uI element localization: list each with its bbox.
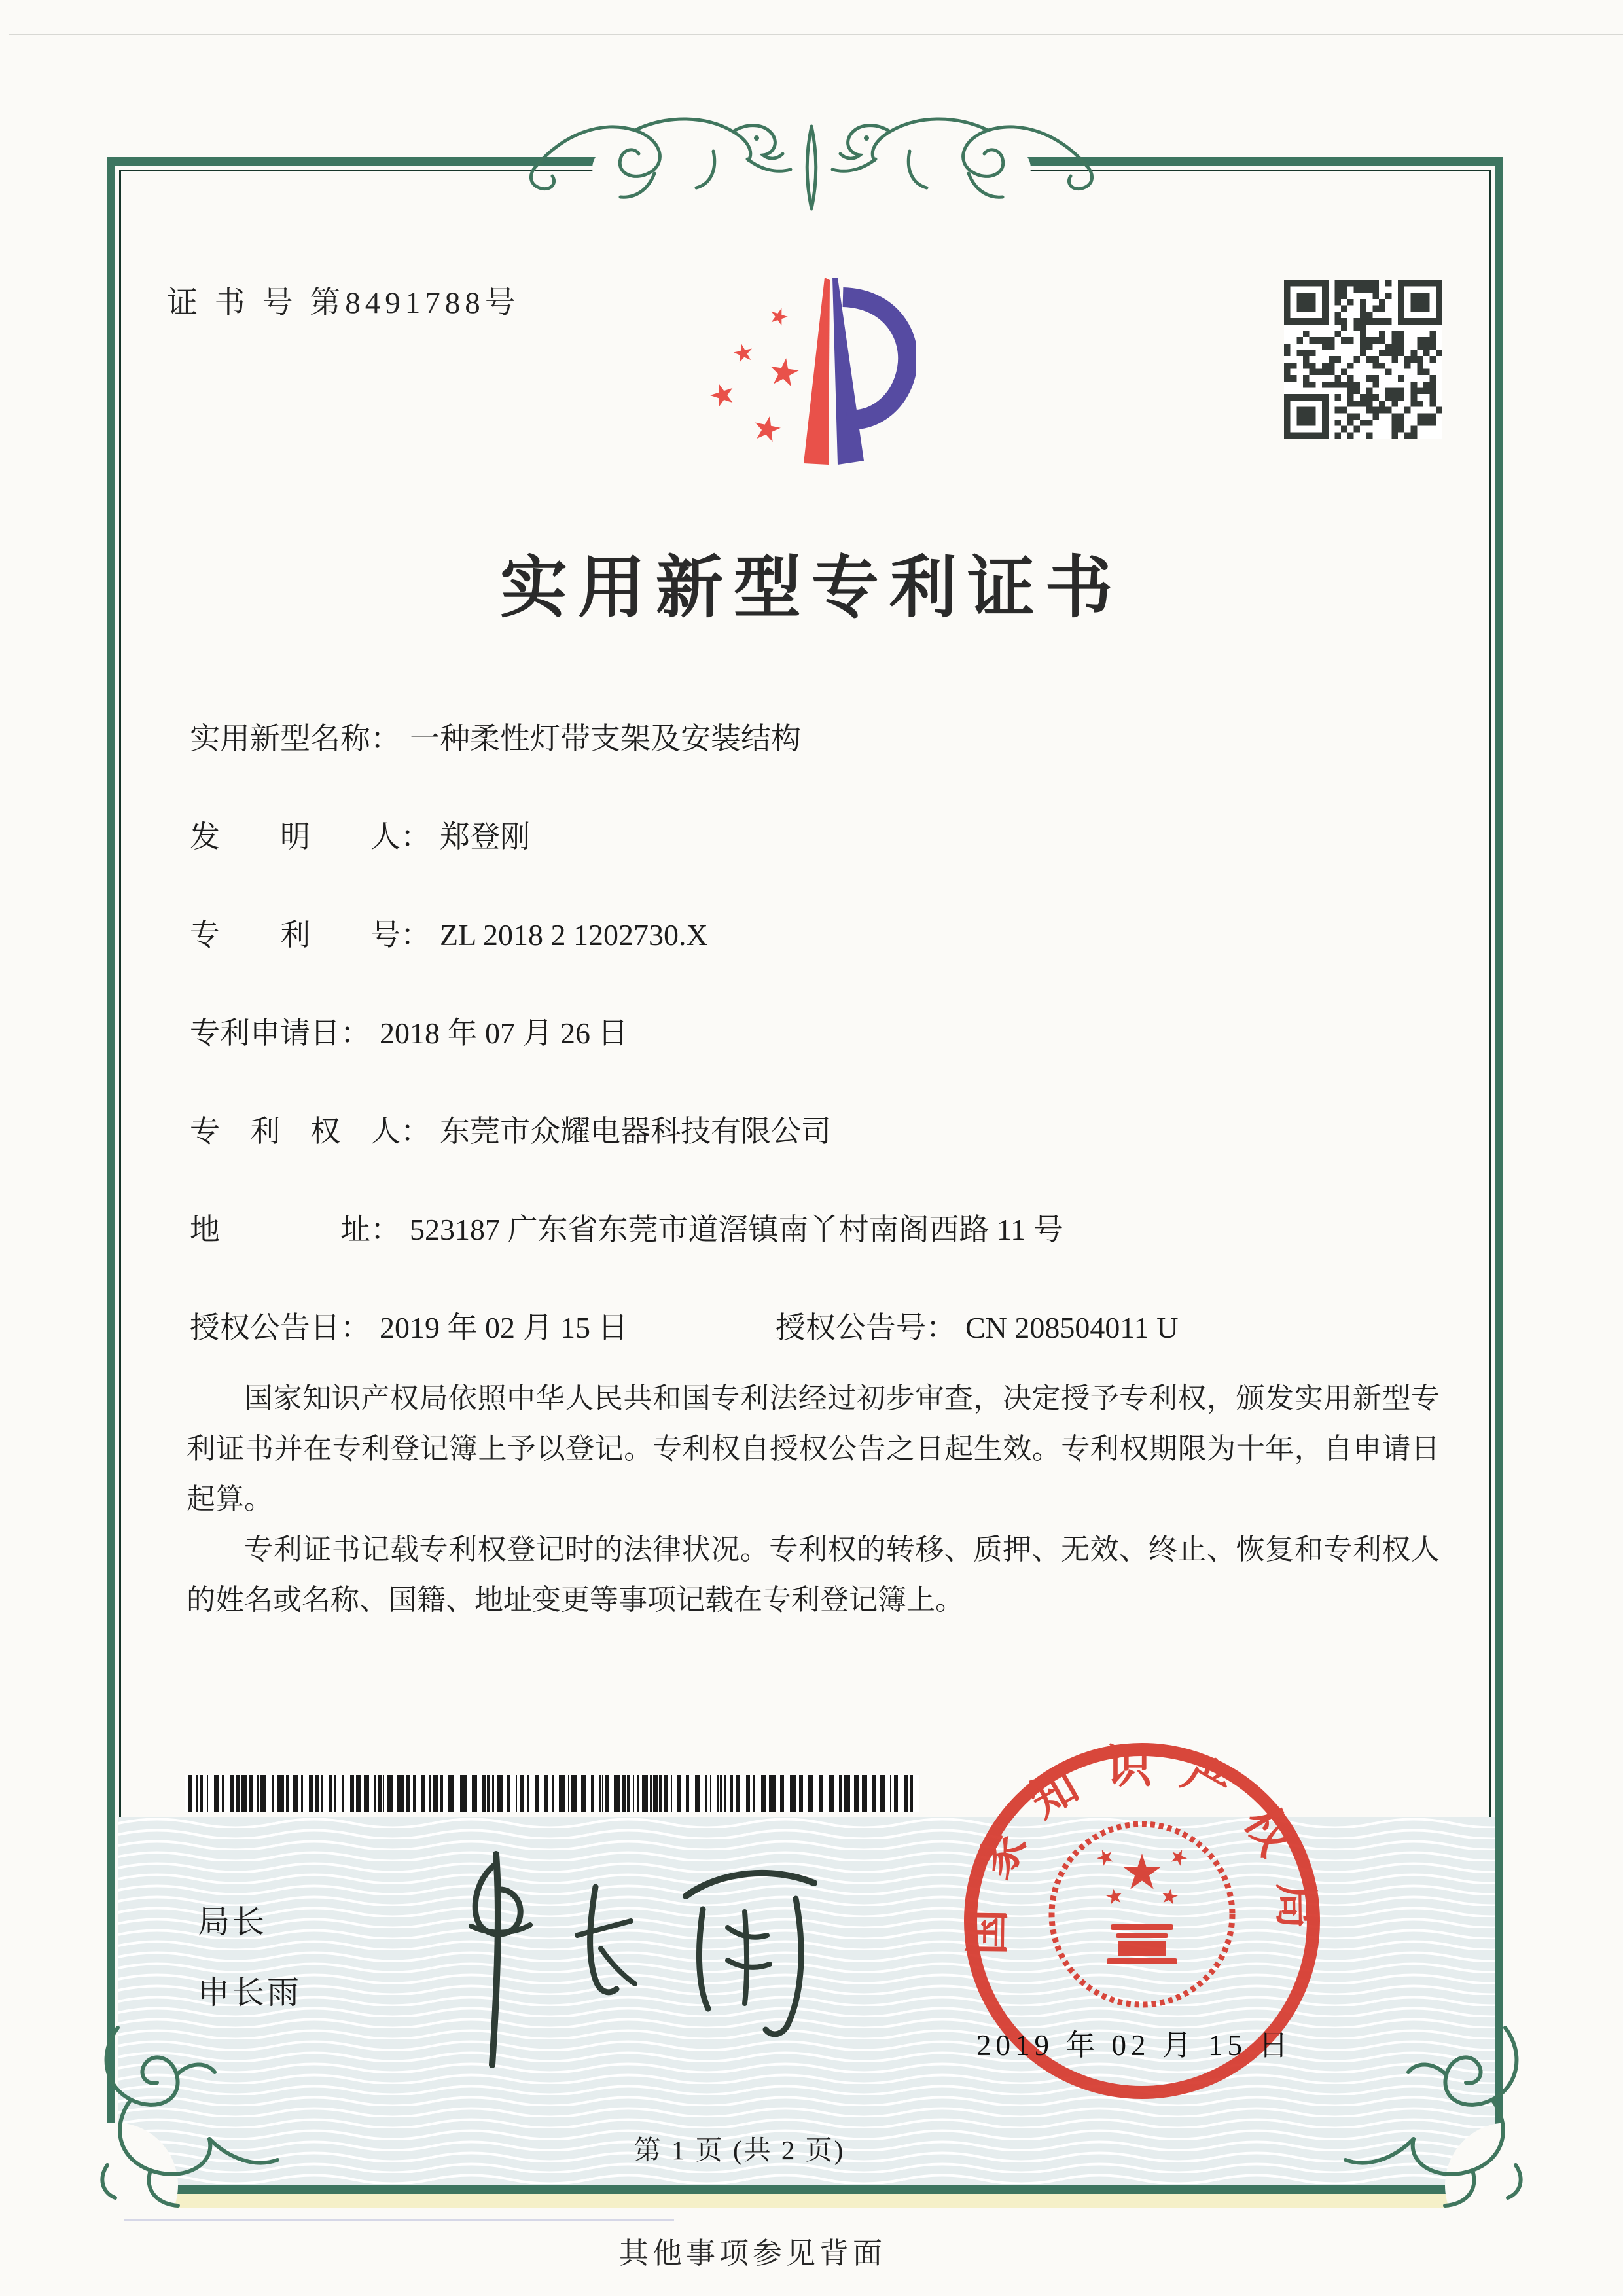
floral-scroll-ornament-right	[1335, 2001, 1544, 2211]
page-number-footer: 第 1 页 (共 2 页)	[633, 2135, 846, 2165]
cnipa-patent-logo-icon	[681, 254, 916, 476]
shen-changyu-signature	[432, 1849, 877, 2078]
frame-bottom-yellow-strip	[107, 2194, 1503, 2208]
field-label: 发 明 人：	[190, 820, 431, 853]
barcode	[185, 1775, 919, 1812]
legal-paragraph-1: 国家知识产权局依照中华人民共和国专利法经过初步审查，决定授予专利权，颁发实用新型专利证书并在专利登记簿上予以登记。专利权自授权公告之日起生效。专利权期限为十年，自申请日起算。	[187, 1382, 1440, 1515]
certificate-number: 证 书 号 第8491788号	[167, 286, 520, 320]
seal-date: 2019 年 02 月 15 日	[976, 2029, 1293, 2062]
field-label: 专 利 权 人：	[190, 1115, 431, 1148]
grant-number-label: 授权公告号：	[776, 1311, 956, 1344]
see-back-note: 其他事项参见背面	[618, 2237, 886, 2270]
scan-edge-line	[9, 34, 1623, 35]
director-name: 申长雨	[198, 1975, 302, 2011]
field-row-address	[190, 1206, 1063, 1249]
grant-number-value: CN 208504011 U	[965, 1311, 1179, 1344]
certificate-title: 实用新型专利证书	[500, 551, 1123, 626]
field-value: 郑登刚	[440, 820, 530, 853]
grant-date-label: 授权公告日：	[190, 1311, 370, 1344]
field-label: 专 利 号：	[190, 918, 431, 952]
legal-body-text	[187, 1373, 1440, 1625]
field-row-name	[190, 715, 801, 758]
field-value: 东莞市众耀电器科技有限公司	[440, 1115, 831, 1148]
field-label: 地 址：	[190, 1213, 401, 1246]
grant-number-group	[776, 1304, 1178, 1347]
field-value: 一种柔性灯带支架及安装结构	[410, 722, 801, 755]
field-row-patentee	[190, 1107, 831, 1151]
field-row-filing-date	[190, 1009, 628, 1052]
grant-date-value: 2019 年 02 月 15 日	[380, 1311, 628, 1344]
field-row-patent-number	[190, 911, 708, 954]
field-value: ZL 2018 2 1202730.X	[440, 918, 708, 952]
seal-agency-text: 国家知识产权局	[963, 1742, 1321, 1956]
floral-scroll-ornament-left	[79, 2001, 288, 2211]
field-value: 2018 年 07 月 26 日	[380, 1016, 628, 1050]
field-label: 实用新型名称：	[190, 722, 401, 755]
double-dragon-ornament	[517, 88, 1106, 245]
field-label: 专利申请日：	[190, 1016, 370, 1050]
qr-code	[1284, 280, 1442, 439]
svg-text:国家知识产权局	[963, 1742, 1321, 1955]
legal-paragraph-2: 专利证书记载专利权登记时的法律状况。专利权的转移、质押、无效、终止、恢复和专利权人的姓名或名称、国籍、地址变更等事项记载在专利登记簿上。	[187, 1534, 1440, 1616]
field-row-grant	[190, 1304, 1179, 1347]
field-row-inventor	[190, 813, 530, 856]
field-value: 523187 广东省东莞市道滘镇南丫村南阁西路 11 号	[410, 1213, 1063, 1246]
director-title-label: 局长	[198, 1904, 268, 1940]
scan-fold-line	[124, 2219, 674, 2221]
